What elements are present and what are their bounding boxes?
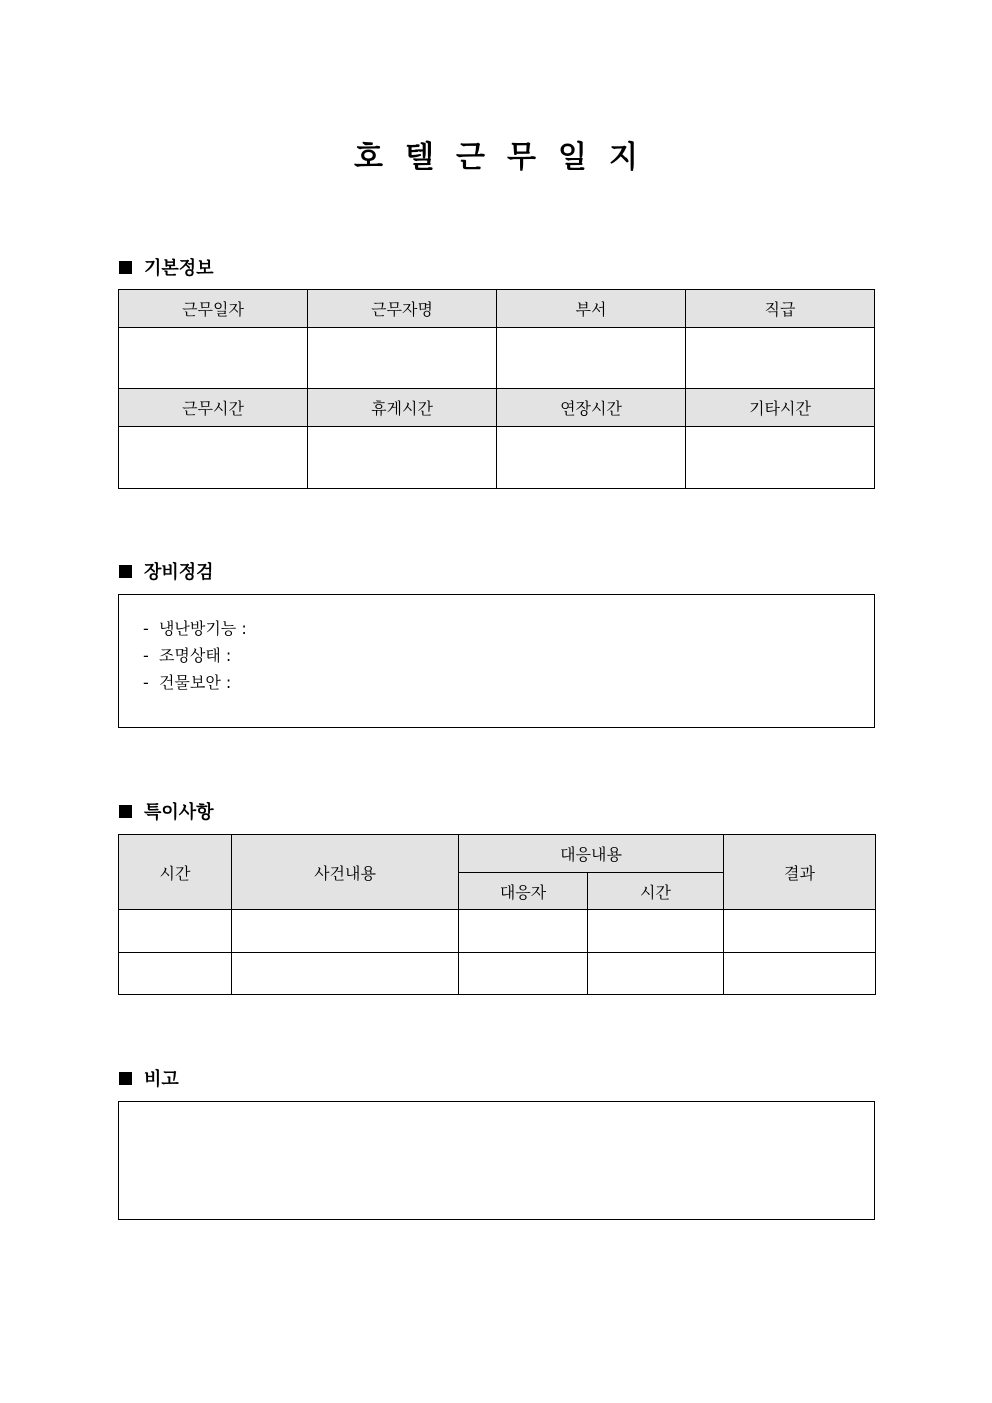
work-hours-field[interactable]	[119, 427, 308, 489]
list-item-lighting: - 조명상태 :	[143, 642, 874, 669]
section-heading-remarks-label: 비고	[144, 1069, 179, 1090]
incidents-table	[118, 834, 876, 995]
header-overtime: 연장시간	[497, 389, 686, 427]
header-position: 직급	[686, 290, 875, 328]
responder-cell[interactable]	[459, 953, 588, 995]
remarks-box[interactable]	[118, 1101, 875, 1220]
overtime-field[interactable]	[497, 427, 686, 489]
list-item-security: - 건물보안 :	[143, 669, 874, 696]
header-responder: 대응자	[459, 873, 588, 910]
other-time-field[interactable]	[686, 427, 875, 489]
page-title: 호텔근무일지	[354, 140, 660, 175]
break-time-field[interactable]	[308, 427, 497, 489]
header-response-time: 시간	[588, 873, 724, 910]
header-department: 부서	[497, 290, 686, 328]
square-bullet-icon	[119, 805, 132, 818]
basic-info-table	[118, 289, 875, 489]
header-work-date: 근무일자	[119, 290, 308, 328]
table-row	[119, 953, 876, 995]
department-field[interactable]	[497, 328, 686, 389]
header-other-time: 기타시간	[686, 389, 875, 427]
result-cell[interactable]	[724, 953, 876, 995]
header-break-time: 휴게시간	[308, 389, 497, 427]
header-incident-time: 시간	[119, 835, 232, 910]
incident-time-cell[interactable]	[119, 910, 232, 953]
equipment-check-box[interactable]	[118, 594, 875, 728]
incident-content-cell[interactable]	[232, 953, 459, 995]
section-heading-basic	[119, 254, 214, 280]
header-incident-content: 사건내용	[232, 835, 459, 910]
section-heading-basic-label: 기본정보	[144, 258, 214, 279]
response-time-cell[interactable]	[588, 953, 724, 995]
response-time-cell[interactable]	[588, 910, 724, 953]
worker-name-field[interactable]	[308, 328, 497, 389]
table-row	[119, 910, 876, 953]
incident-time-cell[interactable]	[119, 953, 232, 995]
square-bullet-icon	[119, 261, 132, 274]
incident-content-cell[interactable]	[232, 910, 459, 953]
work-date-field[interactable]	[119, 328, 308, 389]
header-response: 대응내용	[459, 835, 724, 873]
header-result: 결과	[724, 835, 876, 910]
section-heading-incidents	[119, 798, 214, 824]
equipment-check-list	[119, 595, 874, 696]
square-bullet-icon	[119, 1072, 132, 1085]
result-cell[interactable]	[724, 910, 876, 953]
header-work-hours: 근무시간	[119, 389, 308, 427]
header-worker-name: 근무자명	[308, 290, 497, 328]
section-heading-equipment	[119, 558, 214, 584]
section-heading-incidents-label: 특이사항	[144, 802, 214, 823]
section-heading-equipment-label: 장비정검	[144, 562, 214, 583]
square-bullet-icon	[119, 565, 132, 578]
section-heading-remarks	[119, 1065, 179, 1091]
position-field[interactable]	[686, 328, 875, 389]
list-item-hvac: - 냉난방기능 :	[143, 615, 874, 642]
responder-cell[interactable]	[459, 910, 588, 953]
